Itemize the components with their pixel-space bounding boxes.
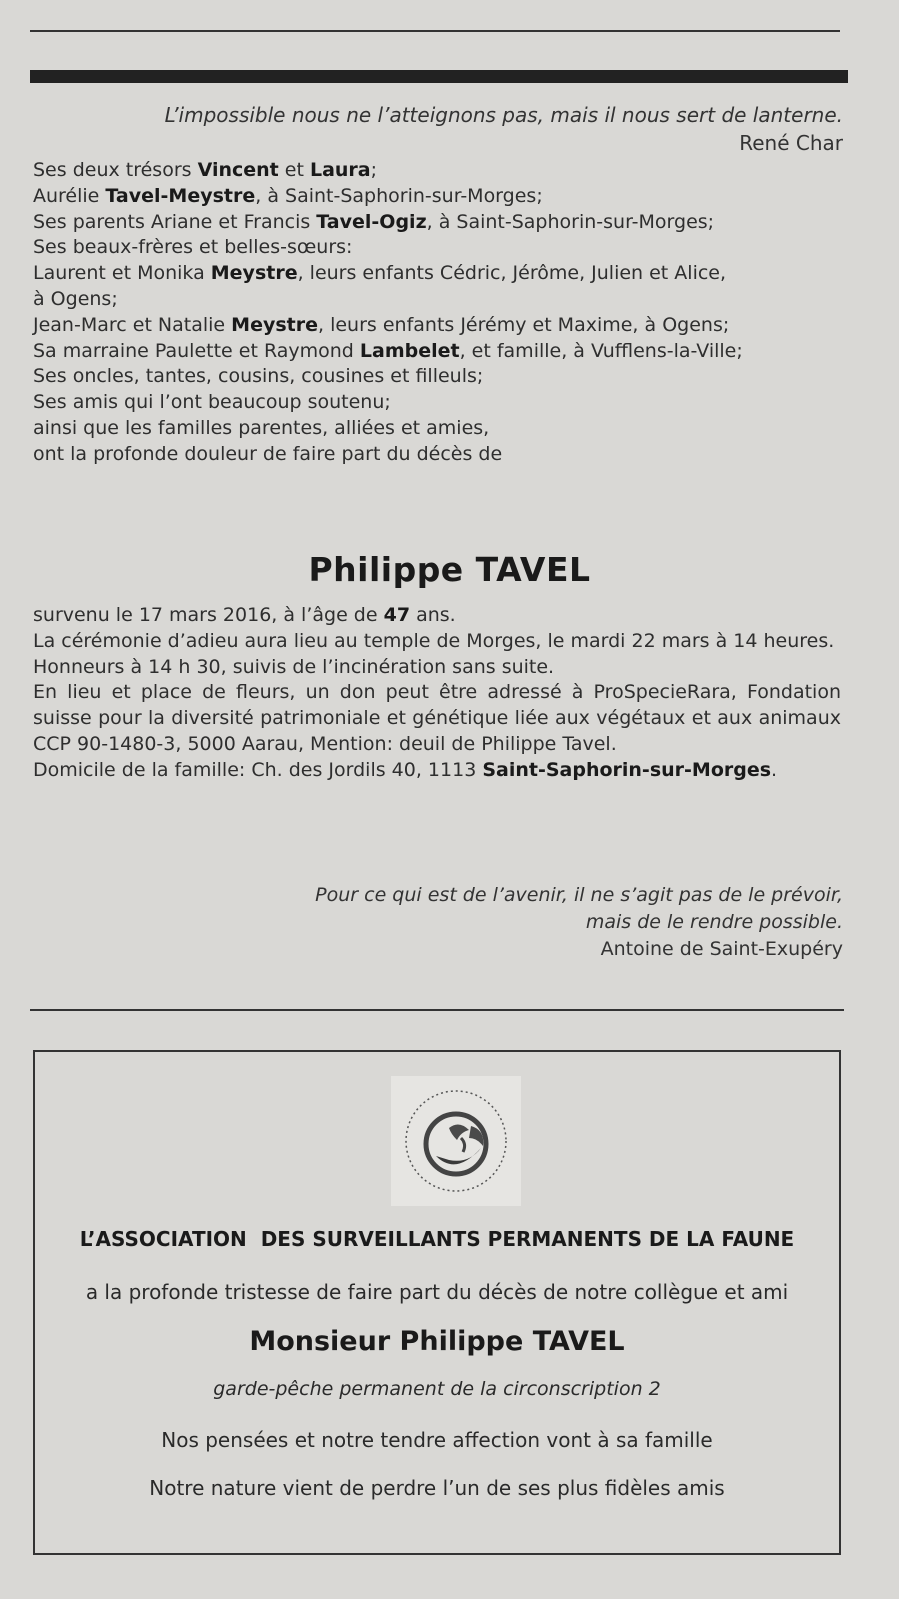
closing-quote-line1: Pour ce qui est de l’avenir, il ne s’agit pas de le prévoir, bbox=[315, 884, 843, 906]
details bbox=[33, 603, 841, 784]
family-line: à Ogens; bbox=[33, 287, 118, 310]
epigraph-text: L’impossible nous ne l’atteignons pas, mais il nous sert de lanterne. bbox=[164, 103, 843, 127]
header-bar bbox=[30, 70, 848, 83]
details-ceremony: La cérémonie d’adieu aura lieu au temple de Morges, le mardi 22 mars à 14 heures. bbox=[33, 629, 835, 652]
epigraph-author: René Char bbox=[739, 131, 843, 155]
family-list bbox=[33, 158, 853, 468]
details-donation: En lieu et place de fleurs, un don peut être adressé à ProSpecieRara, Fondation suisse pour la diversité patrimoniale et génétique liée aux végétaux et aux animaux CCP 90-1480-3, 5000 Aarau, Mention: deuil de Philippe Tavel. bbox=[33, 681, 841, 755]
family-line: Ses deux trésors Vincent et Laura; bbox=[33, 159, 378, 181]
association-heading: L’ASSOCIATION DES SURVEILLANTS PERMANENTS DE LA FAUNE bbox=[79, 1227, 795, 1251]
section-divider bbox=[30, 1009, 844, 1011]
association-surveillants-faune-logo-icon bbox=[391, 1076, 521, 1206]
family-line: Sa marraine Paulette et Raymond Lambelet, et famille, à Vufflens-la-Ville; bbox=[33, 339, 743, 362]
family-line: Ses oncles, tantes, cousins, cousines et filleuls; bbox=[33, 365, 484, 388]
closing-quote bbox=[315, 882, 843, 963]
details-domicile: Domicile de la famille: Ch. des Jordils 40, 1113 Saint-Saphorin-sur-Morges. bbox=[33, 758, 778, 781]
association-line-2: Notre nature vient de perdre l’un de ses plus fidèles amis bbox=[149, 1476, 725, 1500]
association-notice bbox=[33, 1050, 841, 1555]
family-line: Aurélie Tavel-Meystre, à Saint-Saphorin-sur-Morges; bbox=[33, 184, 543, 207]
association-deceased-name: Monsieur Philippe TAVEL bbox=[249, 1326, 625, 1357]
closing-quote-line2: mais de le rendre possible. bbox=[585, 911, 843, 933]
association-message: a la profonde tristesse de faire part du décès de notre collègue et ami bbox=[85, 1280, 789, 1304]
family-line: Ses amis qui l’ont beaucoup soutenu; bbox=[33, 391, 391, 414]
details-honneurs: Honneurs à 14 h 30, suivis de l’incinération sans suite. bbox=[33, 655, 555, 678]
family-line: ainsi que les familles parentes, alliées et amies, bbox=[33, 416, 490, 439]
family-line: ont la profonde douleur de faire part du décès de bbox=[33, 442, 503, 465]
family-line: Laurent et Monika Meystre, leurs enfants Cédric, Jérôme, Julien et Alice, bbox=[33, 262, 727, 285]
family-line: Ses beaux-frères et belles-sœurs: bbox=[33, 236, 353, 259]
association-role: garde-pêche permanent de la circonscription 2 bbox=[213, 1378, 661, 1400]
top-divider bbox=[30, 30, 840, 32]
closing-quote-author: Antoine de Saint-Exupéry bbox=[600, 938, 843, 960]
association-line-1: Nos pensées et notre tendre affection vont à sa famille bbox=[161, 1428, 713, 1452]
family-line: Jean-Marc et Natalie Meystre, leurs enfants Jérémy et Maxime, à Ogens; bbox=[33, 313, 730, 336]
family-line: Ses parents Ariane et Francis Tavel-Ogiz, à Saint-Saphorin-sur-Morges; bbox=[33, 210, 715, 233]
deceased-name: Philippe TAVEL bbox=[308, 550, 591, 589]
details-date: survenu le 17 mars 2016, à l’âge de 47 ans. bbox=[33, 604, 456, 626]
epigraph bbox=[165, 101, 843, 157]
